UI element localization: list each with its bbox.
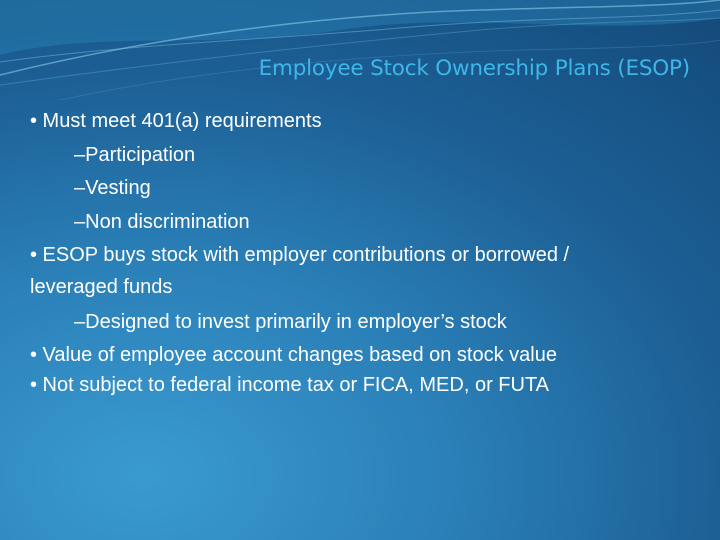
bullet-continuation: leveraged funds [30,276,173,298]
sub-bullet-item: –Vesting [74,177,151,199]
bullet-item: • Not subject to federal income tax or FICA, MED, or FUTA [30,374,550,396]
bullet-item: • Must meet 401(a) requirements [30,110,322,132]
sub-bullet-item: –Designed to invest primarily in employer’s stock [74,310,507,333]
slide-title: Employee Stock Ownership Plans (ESOP) [258,56,690,81]
bullet-item: • ESOP buys stock with employer contributions or borrowed / [30,244,570,266]
sub-bullet-item: –Participation [74,143,196,166]
bullet-item: • Value of employee account changes based on stock value [30,344,557,366]
sub-bullet-item: –Non discrimination [74,210,250,233]
decorative-waves [0,0,720,100]
